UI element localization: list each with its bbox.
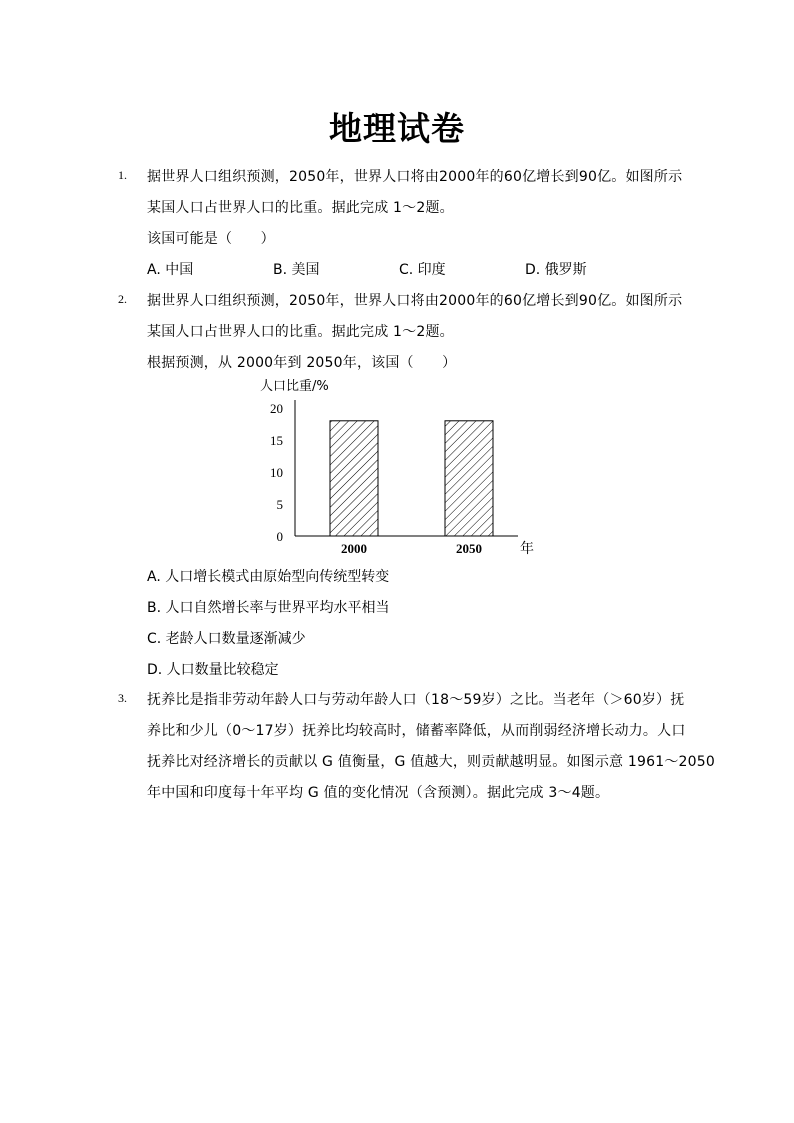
y-tick-label: 15 (270, 433, 283, 448)
question-2-option-a: A. 人口增长模式由原始型向传统型转变 (147, 569, 390, 585)
bar-2000 (330, 421, 378, 536)
y-tick-label: 0 (276, 529, 283, 544)
x-tick-label: 2000 (341, 541, 367, 556)
question-1-number: 1. (118, 168, 127, 182)
question-3-line-3: 抚养比对经济增长的贡献以 G 值衡量，G 值越大，则贡献越明显。如图示意 1961～2050 (147, 754, 715, 770)
question-1-option-a: A. 中国 (147, 262, 194, 278)
population-share-chart (250, 375, 550, 560)
x-tick-label: 2050 (456, 541, 482, 556)
x-axis-label: 年 (520, 541, 534, 557)
y-axis-label: 人口比重/% (260, 379, 329, 394)
bar-2050 (445, 421, 493, 536)
question-3-line-1: 抚养比是指非劳动年龄人口与劳动年龄人口（18～59岁）之比。当老年（＞60岁）抚 (147, 692, 685, 708)
y-tick-label: 20 (270, 401, 283, 416)
question-2-line-1: 据世界人口组织预测，2050年，世界人口将由2000年的60亿增长到90亿。如图所示 (147, 293, 683, 309)
question-1-option-c: C. 印度 (399, 262, 446, 278)
question-1-line-1: 据世界人口组织预测，2050年，世界人口将由2000年的60亿增长到90亿。如图所示 (147, 169, 683, 185)
question-3-line-2: 养比和少儿（0～17岁）抚养比均较高时，储蓄率降低，从而削弱经济增长动力。人口 (147, 723, 686, 739)
question-3-number: 3. (118, 691, 127, 705)
page-title: 地理试卷 (329, 109, 465, 148)
question-1-prompt: 该国可能是（ ） (147, 231, 275, 247)
question-2-prompt: 根据预测，从 2000年到 2050年，该国（ ） (147, 355, 457, 371)
question-3-line-4: 年中国和印度每十年平均 G 值的变化情况（含预测）。据此完成 3～4题。 (147, 785, 610, 801)
question-1-line-2: 某国人口占世界人口的比重。据此完成 1～2题。 (147, 200, 454, 216)
question-1-option-b: B. 美国 (273, 262, 320, 278)
question-2-line-2: 某国人口占世界人口的比重。据此完成 1～2题。 (147, 324, 454, 340)
question-2-option-b: B. 人口自然增长率与世界平均水平相当 (147, 600, 390, 616)
question-2-option-d: D. 人口数量比较稳定 (147, 662, 279, 678)
question-2-number: 2. (118, 292, 127, 306)
y-tick-label: 10 (270, 465, 283, 480)
question-1-option-d: D. 俄罗斯 (525, 262, 587, 278)
y-tick-label: 5 (276, 497, 283, 512)
question-2-option-c: C. 老龄人口数量逐渐减少 (147, 631, 306, 647)
